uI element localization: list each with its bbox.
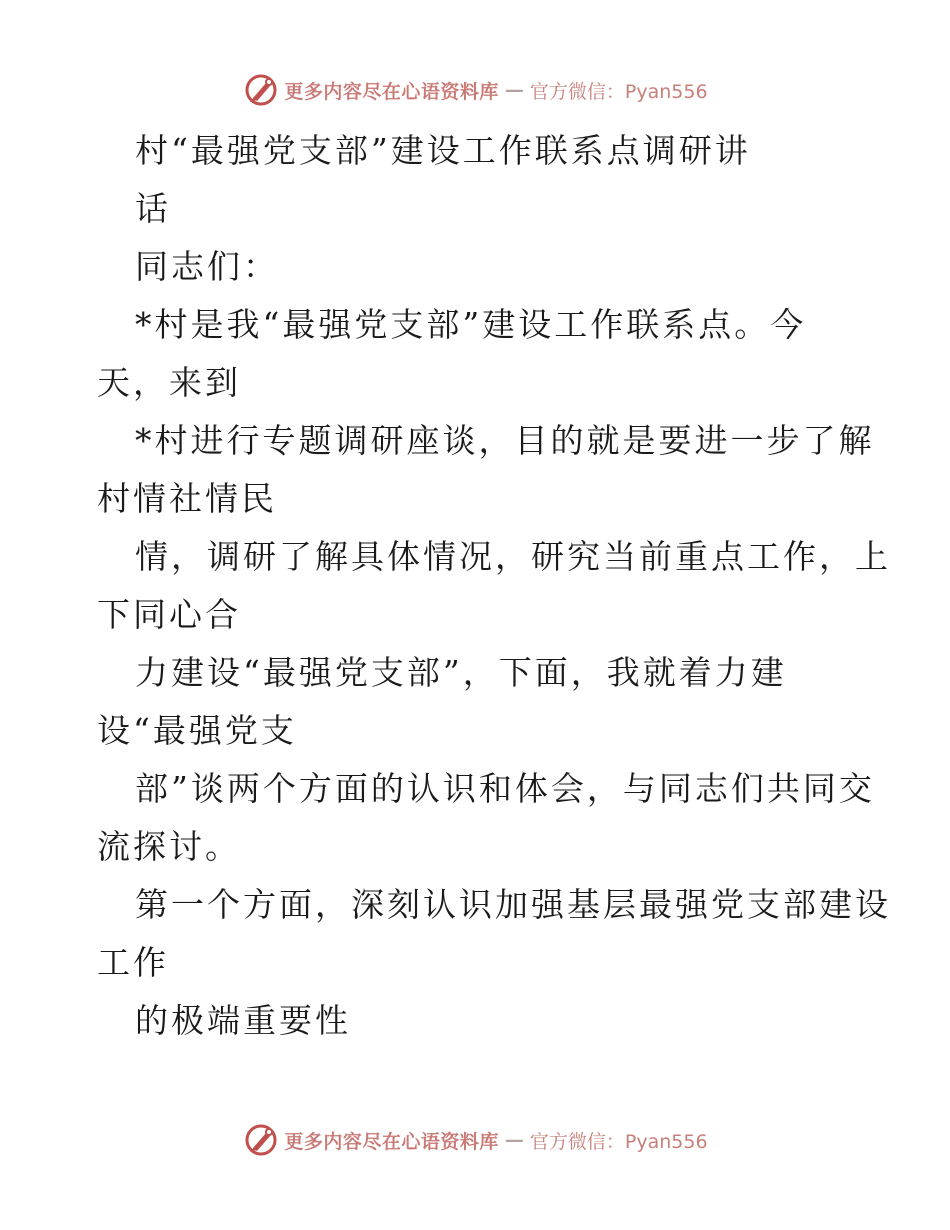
text-line: 情，调研了解具体情况，研究当前重点工作，上: [135, 537, 891, 576]
header-banner: [0, 70, 950, 110]
header-banner-separator: —: [504, 79, 524, 101]
text-line: 的极端重要性: [135, 1001, 351, 1040]
footer-banner-wechat: 官方微信：Pyan556: [529, 1130, 708, 1153]
footer-banner-title: 更多内容尽在心语资料库: [284, 1130, 499, 1153]
text-line: 第一个方面，深刻认识加强基层最强党支部建设: [135, 885, 891, 924]
text-line: 话: [135, 189, 171, 228]
footer-banner-content: [244, 1123, 707, 1157]
text-line: *村是我“最强党支部”建设工作联系点。今: [135, 305, 807, 344]
text-line: 部”谈两个方面的认识和体会，与同志们共同交: [135, 769, 875, 808]
header-banner-wechat: 官方微信：Pyan556: [529, 80, 708, 103]
header-banner-content: [244, 73, 707, 107]
footer-banner-separator: —: [504, 1129, 524, 1151]
text-line: *村进行专题调研座谈，目的就是要进一步了解: [135, 421, 875, 460]
text-line: 设“最强党支: [97, 711, 297, 750]
text-line: 下同心合: [97, 595, 241, 634]
text-line: 同志们：: [135, 247, 279, 286]
document-body: [97, 122, 891, 1050]
text-line: 流探讨。: [97, 827, 241, 866]
pen-logo-icon: [244, 73, 278, 107]
header-banner-title: 更多内容尽在心语资料库: [284, 80, 499, 103]
text-line: 工作: [97, 943, 169, 982]
text-line: 天，来到: [97, 363, 241, 402]
pen-logo-icon: [244, 1123, 278, 1157]
text-line: 村情社情民: [97, 479, 277, 518]
text-line: 村“最强党支部”建设工作联系点调研讲: [135, 131, 751, 170]
footer-banner: [0, 1120, 950, 1160]
text-line: 力建设“最强党支部”，下面，我就着力建: [135, 653, 787, 692]
